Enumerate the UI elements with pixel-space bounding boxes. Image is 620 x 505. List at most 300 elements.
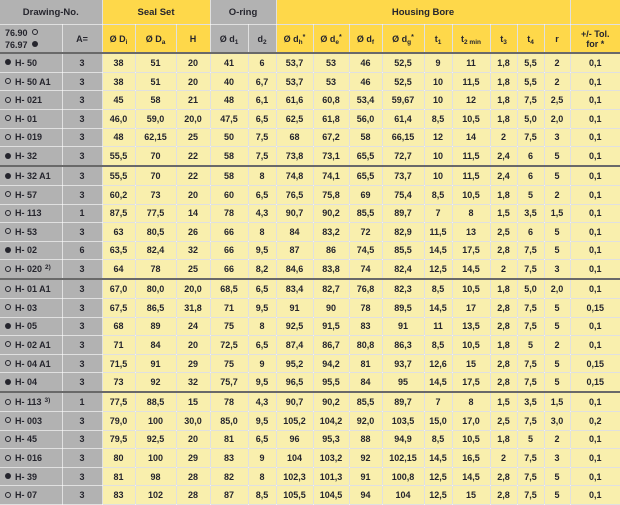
- value-cell: 38: [102, 53, 135, 72]
- value-cell: 13,5: [452, 317, 490, 336]
- value-cell: 2: [544, 53, 570, 72]
- tol-line-2: for *: [586, 38, 605, 49]
- table-row: [0, 147, 620, 166]
- value-cell: 8: [248, 317, 276, 336]
- column-header: Ø $d_g^*$: [382, 25, 424, 54]
- footnote-ref: 3): [44, 397, 51, 405]
- series-7690: [5, 27, 62, 39]
- value-cell: 0,1: [570, 449, 620, 468]
- value-cell: 48: [210, 91, 248, 110]
- value-cell: 10,5: [452, 185, 490, 204]
- value-cell: 84: [135, 336, 176, 355]
- value-cell: 3: [544, 128, 570, 147]
- value-cell: 84: [349, 373, 382, 392]
- value-cell: 74,5: [349, 241, 382, 260]
- value-cell: 0,1: [570, 223, 620, 242]
- table-row: [0, 412, 620, 431]
- value-cell: 65,5: [349, 147, 382, 166]
- value-cell: 1,5: [544, 392, 570, 411]
- value-cell: 8: [248, 467, 276, 486]
- open-circle-icon: [5, 78, 11, 84]
- value-cell: 5: [544, 486, 570, 505]
- value-cell: 72,5: [210, 336, 248, 355]
- value-cell: 74,8: [276, 166, 313, 185]
- value-cell: 15,0: [424, 412, 452, 431]
- value-cell: 5,0: [517, 110, 544, 129]
- value-cell: 2,8: [490, 467, 517, 486]
- value-cell: 2,8: [490, 317, 517, 336]
- value-cell: 86,3: [382, 336, 424, 355]
- value-cell: 7,5: [517, 299, 544, 318]
- value-cell: 46,0: [102, 110, 135, 129]
- value-cell: 63,5: [102, 241, 135, 260]
- value-cell: 68,5: [210, 279, 248, 298]
- table-row: [0, 260, 620, 279]
- value-cell: 6: [517, 166, 544, 185]
- value-cell: 50: [210, 128, 248, 147]
- value-cell: 0,1: [570, 336, 620, 355]
- filled-circle-icon: [5, 173, 11, 179]
- drawing-no-cell: [0, 53, 62, 72]
- open-circle-icon: [5, 492, 11, 498]
- drawing-no-label: H- 03: [15, 302, 38, 313]
- value-cell: 20: [176, 53, 210, 72]
- value-cell: 48: [102, 128, 135, 147]
- value-cell: 103,2: [313, 449, 349, 468]
- value-cell: 2,5: [544, 91, 570, 110]
- a-cell: 3: [62, 260, 102, 279]
- column-header: $t_4$: [517, 25, 544, 54]
- value-cell: 7: [424, 204, 452, 223]
- drawing-no-cell: [0, 354, 62, 373]
- value-cell: 0,1: [570, 467, 620, 486]
- value-cell: 12: [424, 128, 452, 147]
- value-cell: 5: [544, 299, 570, 318]
- drawing-no-cell: [0, 467, 62, 486]
- value-cell: 102,3: [276, 467, 313, 486]
- value-cell: 14,5: [452, 260, 490, 279]
- value-cell: 75,7: [210, 373, 248, 392]
- value-cell: 94,9: [382, 430, 424, 449]
- value-cell: 5: [544, 354, 570, 373]
- column-header: Ø $D_a$: [135, 25, 176, 54]
- a-cell: 3: [62, 430, 102, 449]
- drawing-no-cell: [0, 128, 62, 147]
- value-cell: 2: [490, 260, 517, 279]
- a-cell: 3: [62, 449, 102, 468]
- drawing-no-label: H- 45: [15, 434, 38, 445]
- value-cell: 29: [176, 449, 210, 468]
- value-cell: 20: [176, 185, 210, 204]
- drawing-no-cell: [0, 449, 62, 468]
- value-cell: 98: [135, 467, 176, 486]
- value-cell: 3,5: [517, 204, 544, 223]
- value-cell: 96: [276, 430, 313, 449]
- value-cell: 6,5: [248, 430, 276, 449]
- value-cell: 7,5: [517, 373, 544, 392]
- value-cell: 105,2: [276, 412, 313, 431]
- value-cell: 90,2: [313, 392, 349, 411]
- drawing-no-label: H- 01: [15, 113, 38, 124]
- value-cell: 16,5: [452, 449, 490, 468]
- value-cell: 5: [544, 317, 570, 336]
- value-cell: 71,5: [102, 354, 135, 373]
- value-cell: 10,5: [452, 430, 490, 449]
- drawing-no-cell: [0, 185, 62, 204]
- value-cell: 52,5: [382, 53, 424, 72]
- value-cell: 89,7: [382, 392, 424, 411]
- value-cell: 5: [544, 223, 570, 242]
- value-cell: 61,4: [382, 110, 424, 129]
- value-cell: 20: [176, 336, 210, 355]
- drawing-no-label: H- 57: [15, 189, 38, 200]
- value-cell: 9,5: [248, 412, 276, 431]
- value-cell: 0,1: [570, 430, 620, 449]
- value-cell: 4,3: [248, 392, 276, 411]
- drawing-no-label: H- 016: [15, 453, 43, 463]
- column-header: $t_1$: [424, 25, 452, 54]
- value-cell: 95: [382, 373, 424, 392]
- value-cell: 0,1: [570, 185, 620, 204]
- value-cell: 102: [135, 486, 176, 505]
- value-cell: 55,5: [102, 147, 135, 166]
- value-cell: 67,2: [313, 128, 349, 147]
- value-cell: 2: [490, 449, 517, 468]
- value-cell: 71: [102, 336, 135, 355]
- value-cell: 91,5: [313, 317, 349, 336]
- value-cell: 3: [544, 449, 570, 468]
- value-cell: 8,5: [424, 279, 452, 298]
- value-cell: 83: [210, 449, 248, 468]
- value-cell: 26: [176, 223, 210, 242]
- value-cell: 58: [210, 147, 248, 166]
- filled-circle-icon: [32, 41, 38, 47]
- open-circle-icon: [5, 266, 11, 272]
- value-cell: 73: [102, 373, 135, 392]
- drawing-no-label: H- 32: [15, 151, 38, 162]
- table-row: [0, 449, 620, 468]
- column-header: $t_3$: [490, 25, 517, 54]
- value-cell: 7,5: [248, 128, 276, 147]
- value-cell: 6,5: [248, 279, 276, 298]
- value-cell: 66: [210, 223, 248, 242]
- value-cell: 21: [176, 91, 210, 110]
- value-cell: 76,5: [276, 185, 313, 204]
- value-cell: 60,8: [313, 91, 349, 110]
- value-cell: 7,5: [517, 128, 544, 147]
- value-cell: 2,8: [490, 299, 517, 318]
- a-cell: 1: [62, 204, 102, 223]
- group-header-row: [0, 0, 620, 25]
- a-cell: 1: [62, 392, 102, 411]
- value-cell: 81: [102, 467, 135, 486]
- value-cell: 11,5: [452, 147, 490, 166]
- value-cell: 80,0: [135, 279, 176, 298]
- value-cell: 0,15: [570, 373, 620, 392]
- footnote-ref: 2): [45, 264, 51, 272]
- value-cell: 12: [452, 91, 490, 110]
- value-cell: 102,15: [382, 449, 424, 468]
- drawing-no-cell: [0, 110, 62, 129]
- value-cell: 79,5: [102, 430, 135, 449]
- tol-column-header: [570, 25, 620, 54]
- drawing-no-cell: [0, 412, 62, 431]
- value-cell: 96,5: [276, 373, 313, 392]
- value-cell: 94,2: [313, 354, 349, 373]
- value-cell: 9: [424, 53, 452, 72]
- value-cell: 6,5: [248, 110, 276, 129]
- value-cell: 64: [102, 260, 135, 279]
- drawing-no-cell: [0, 373, 62, 392]
- value-cell: 11,5: [424, 223, 452, 242]
- value-cell: 7,5: [517, 412, 544, 431]
- value-cell: 81: [210, 430, 248, 449]
- value-cell: 8,5: [424, 336, 452, 355]
- value-cell: 45: [102, 91, 135, 110]
- value-cell: 8: [452, 204, 490, 223]
- value-cell: 1,8: [490, 72, 517, 91]
- open-circle-icon: [5, 191, 11, 197]
- value-cell: 53: [313, 53, 349, 72]
- value-cell: 6,5: [248, 185, 276, 204]
- open-circle-icon: [5, 417, 11, 423]
- table-row: [0, 299, 620, 318]
- value-cell: 85,5: [349, 392, 382, 411]
- value-cell: 2,5: [490, 412, 517, 431]
- value-cell: 5: [544, 147, 570, 166]
- drawing-no-label: H- 39: [15, 471, 38, 482]
- value-cell: 85,5: [349, 204, 382, 223]
- value-cell: 83,2: [313, 223, 349, 242]
- value-cell: 55,5: [102, 166, 135, 185]
- value-cell: 87: [210, 486, 248, 505]
- value-cell: 7,5: [248, 147, 276, 166]
- value-cell: 10,5: [452, 110, 490, 129]
- value-cell: 46: [349, 53, 382, 72]
- a-cell: 3: [62, 72, 102, 91]
- a-cell: 3: [62, 91, 102, 110]
- value-cell: 81: [349, 354, 382, 373]
- series-7690-code: 76.90: [5, 27, 28, 38]
- value-cell: 0,1: [570, 241, 620, 260]
- value-cell: 17,5: [452, 373, 490, 392]
- value-cell: 71: [210, 299, 248, 318]
- value-cell: 73: [135, 185, 176, 204]
- value-cell: 5,5: [517, 53, 544, 72]
- a-cell: 3: [62, 110, 102, 129]
- value-cell: 8,5: [424, 185, 452, 204]
- drawing-no-label: H- 32 A1: [15, 171, 51, 182]
- value-cell: 80,8: [349, 336, 382, 355]
- value-cell: 75: [210, 317, 248, 336]
- table-row: [0, 467, 620, 486]
- value-cell: 20: [176, 72, 210, 91]
- value-cell: 20,0: [176, 110, 210, 129]
- a-cell: 3: [62, 354, 102, 373]
- drawing-no-cell: [0, 430, 62, 449]
- value-cell: 86: [313, 241, 349, 260]
- value-cell: 59,0: [135, 110, 176, 129]
- value-cell: 83,8: [313, 260, 349, 279]
- filled-circle-icon: [5, 473, 11, 479]
- value-cell: 2: [544, 336, 570, 355]
- value-cell: 92: [135, 373, 176, 392]
- value-cell: 89: [135, 317, 176, 336]
- value-cell: 28: [176, 467, 210, 486]
- value-cell: 5: [544, 373, 570, 392]
- value-cell: 66: [210, 260, 248, 279]
- value-cell: 14,5: [424, 449, 452, 468]
- value-cell: 9,5: [248, 373, 276, 392]
- value-cell: 6: [517, 147, 544, 166]
- value-cell: 68: [102, 317, 135, 336]
- value-cell: 7,5: [517, 260, 544, 279]
- value-cell: 0,1: [570, 72, 620, 91]
- value-cell: 20,0: [176, 279, 210, 298]
- value-cell: 90,7: [276, 392, 313, 411]
- value-cell: 60: [210, 185, 248, 204]
- value-cell: 5: [517, 336, 544, 355]
- value-cell: 63: [102, 223, 135, 242]
- value-cell: 1,8: [490, 185, 517, 204]
- a-cell: 3: [62, 467, 102, 486]
- value-cell: 70: [135, 147, 176, 166]
- drawing-no-label: H- 04: [15, 377, 38, 388]
- value-cell: 10: [424, 72, 452, 91]
- value-cell: 91: [276, 299, 313, 318]
- a-cell: 3: [62, 412, 102, 431]
- value-cell: 25: [176, 260, 210, 279]
- drawing-no-label: H- 02: [15, 245, 38, 256]
- value-cell: 83: [349, 317, 382, 336]
- open-circle-icon: [5, 360, 11, 366]
- value-cell: 17,0: [452, 412, 490, 431]
- value-cell: 0,1: [570, 53, 620, 72]
- value-cell: 100: [135, 412, 176, 431]
- drawing-no-label: H- 07: [15, 490, 38, 501]
- value-cell: 2: [544, 430, 570, 449]
- table-row: [0, 223, 620, 242]
- open-circle-icon: [5, 228, 11, 234]
- open-circle-icon: [5, 399, 11, 405]
- value-cell: 10,5: [452, 279, 490, 298]
- value-cell: 89,7: [382, 204, 424, 223]
- table-body: [0, 53, 620, 505]
- column-header: H: [176, 25, 210, 54]
- value-cell: 7,5: [517, 486, 544, 505]
- value-cell: 2,8: [490, 241, 517, 260]
- value-cell: 61,6: [276, 91, 313, 110]
- value-cell: 20: [176, 430, 210, 449]
- value-cell: 85,0: [210, 412, 248, 431]
- drawing-no-cell: [0, 72, 62, 91]
- a-cell: 3: [62, 53, 102, 72]
- value-cell: 14,5: [424, 241, 452, 260]
- value-cell: 78: [210, 392, 248, 411]
- value-cell: 7,5: [517, 91, 544, 110]
- value-cell: 1,8: [490, 430, 517, 449]
- value-cell: 3,5: [517, 392, 544, 411]
- table-row: [0, 91, 620, 110]
- value-cell: 82,4: [382, 260, 424, 279]
- value-cell: 9: [248, 354, 276, 373]
- a-cell: 3: [62, 336, 102, 355]
- value-cell: 2: [544, 185, 570, 204]
- value-cell: 12,5: [424, 486, 452, 505]
- value-cell: 100,8: [382, 467, 424, 486]
- value-cell: 82,4: [135, 241, 176, 260]
- filled-circle-icon: [5, 379, 11, 385]
- filled-circle-icon: [5, 323, 11, 329]
- value-cell: 14: [452, 128, 490, 147]
- value-cell: 67,0: [102, 279, 135, 298]
- value-cell: 53,4: [349, 91, 382, 110]
- value-cell: 92,5: [135, 430, 176, 449]
- value-cell: 62,5: [276, 110, 313, 129]
- value-cell: 58: [349, 128, 382, 147]
- a-cell: 3: [62, 279, 102, 298]
- value-cell: 5,5: [517, 72, 544, 91]
- value-cell: 6,1: [248, 91, 276, 110]
- table-row: [0, 204, 620, 223]
- value-cell: 1,8: [490, 110, 517, 129]
- value-cell: 87: [276, 241, 313, 260]
- value-cell: 46: [349, 72, 382, 91]
- value-cell: 12,5: [424, 260, 452, 279]
- value-cell: 83,4: [276, 279, 313, 298]
- column-header-row: [0, 25, 620, 54]
- table-row: [0, 373, 620, 392]
- value-cell: 8,5: [424, 430, 452, 449]
- value-cell: 38: [102, 72, 135, 91]
- value-cell: 14,5: [424, 299, 452, 318]
- value-cell: 91: [349, 467, 382, 486]
- value-cell: 5: [544, 166, 570, 185]
- value-cell: 73,8: [276, 147, 313, 166]
- value-cell: 1,8: [490, 336, 517, 355]
- value-cell: 79,0: [102, 412, 135, 431]
- value-cell: 11,5: [452, 72, 490, 91]
- value-cell: 0,1: [570, 260, 620, 279]
- value-cell: 78: [210, 204, 248, 223]
- value-cell: 0,1: [570, 204, 620, 223]
- drawing-no-cell: [0, 486, 62, 505]
- open-circle-icon: [5, 455, 11, 461]
- table-row: [0, 241, 620, 260]
- value-cell: 0,1: [570, 486, 620, 505]
- value-cell: 7: [424, 392, 452, 411]
- value-cell: 80: [102, 449, 135, 468]
- drawing-no-label: H- 02 A1: [15, 339, 51, 350]
- value-cell: 61,8: [313, 110, 349, 129]
- value-cell: 11: [452, 53, 490, 72]
- value-cell: 51: [135, 53, 176, 72]
- value-cell: 10: [424, 147, 452, 166]
- value-cell: 7,5: [517, 467, 544, 486]
- table-row: [0, 53, 620, 72]
- value-cell: 68: [276, 128, 313, 147]
- value-cell: 1,5: [490, 204, 517, 223]
- value-cell: 14,5: [452, 467, 490, 486]
- value-cell: 66,15: [382, 128, 424, 147]
- value-cell: 17,5: [452, 241, 490, 260]
- value-cell: 2,5: [490, 223, 517, 242]
- a-cell: 3: [62, 373, 102, 392]
- value-cell: 41: [210, 53, 248, 72]
- value-cell: 66: [210, 241, 248, 260]
- value-cell: 0,1: [570, 128, 620, 147]
- value-cell: 22: [176, 147, 210, 166]
